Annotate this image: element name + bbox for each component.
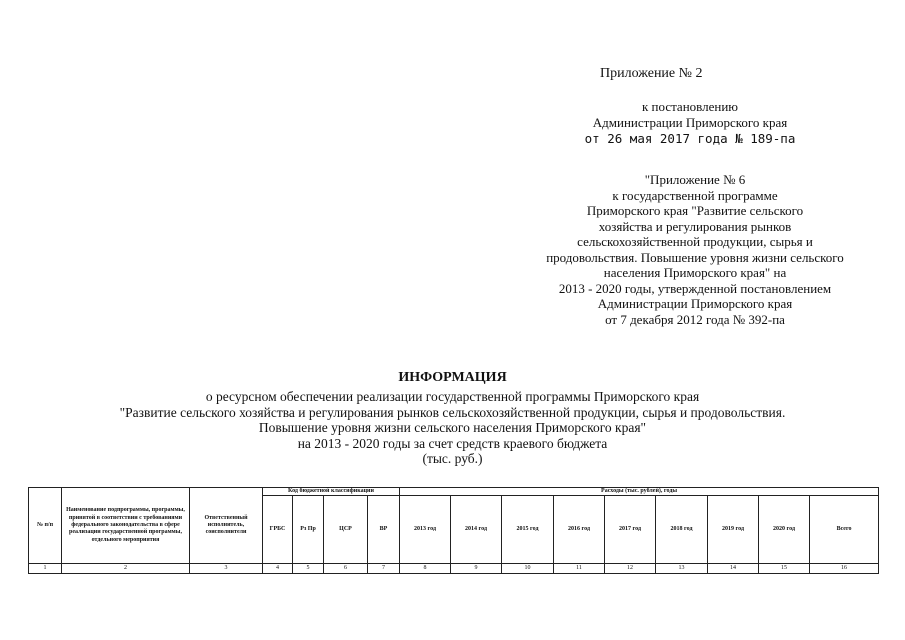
header-expenses: Расходы (тыс. рублей), годы (400, 488, 879, 496)
subtitle-line: "Развитие сельского хозяйства и регулирования рынков сельскохозяйственной продукции, сырья и продовольствия. (119, 404, 786, 420)
appendix-6-line: хозяйства и регулирования рынков (598, 218, 792, 234)
appendix-6-line: Администрации Приморского края (597, 296, 793, 311)
column-number: 3 (190, 564, 263, 574)
column-number: 1 (29, 564, 62, 574)
approval-date: от 26 мая 2017 года № 189-па (584, 131, 796, 146)
header-year: 2018 год (656, 496, 708, 564)
appendix-6-line: сельскохозяйственной продукции, сырья и (577, 234, 813, 249)
header-name: Наименование подпрограммы, программы, принятой в соответствии с требованиями федерального законодательства в сфере реализации государственной программы, отдельного мероприятия (62, 488, 190, 564)
column-number: 5 (293, 564, 324, 574)
column-number: 16 (810, 564, 879, 574)
header-code-grbs: ГРБС (263, 496, 293, 564)
subtitle-line: о ресурсном обеспечении реализации государственной программы Приморского края (205, 389, 700, 404)
subtitle-line: Повышение уровня жизни сельского населения Приморского края" (258, 420, 647, 435)
header-year: 2013 год (400, 496, 451, 564)
column-number: 9 (451, 564, 502, 574)
column-number: 8 (400, 564, 451, 574)
appendix-6-line: продовольствия. Повышение уровня жизни сельского (546, 249, 844, 265)
appendix-6-line: Приморского края "Развитие сельского (586, 203, 804, 218)
header-year: 2016 год (554, 496, 605, 564)
appendix-6-block (505, 172, 885, 327)
document-title: ИНФОРМАЦИЯ (398, 370, 507, 385)
column-number: 15 (759, 564, 810, 574)
approval-line-2: Администрации Приморского края (592, 114, 788, 130)
column-number: 13 (656, 564, 708, 574)
appendix-6-line: к государственной программе (612, 187, 778, 203)
appendix-6-line: населения Приморского края" на (603, 265, 787, 280)
header-year: 2014 год (451, 496, 502, 564)
appendix-2-title: Приложение № 2 (600, 66, 703, 81)
header-year: 2017 год (605, 496, 656, 564)
header-year: 2015 год (502, 496, 554, 564)
header-year: 2019 год (708, 496, 759, 564)
column-number: 11 (554, 564, 605, 574)
column-number: 14 (708, 564, 759, 574)
header-number: № п/п (29, 488, 62, 564)
column-number: 6 (324, 564, 368, 574)
appendix-6-line: от 7 декабря 2012 года № 392-па (605, 311, 785, 327)
column-number: 7 (368, 564, 400, 574)
appendix-6-line: "Приложение № 6 (644, 172, 746, 187)
column-number: 12 (605, 564, 656, 574)
approval-reference (560, 99, 820, 130)
header-responsible: Ответственный исполнитель, соисполнители (190, 488, 263, 564)
column-number: 10 (502, 564, 554, 574)
approval-line-1: к постановлению (641, 99, 739, 114)
document-subtitle (40, 389, 865, 467)
appendix-6-line: 2013 - 2020 годы, утвержденной постановлением (558, 280, 832, 296)
subtitle-line: (тыс. руб.) (422, 451, 483, 466)
header-code-rzpr: Рз Пр (293, 496, 324, 564)
subtitle-line: на 2013 - 2020 годы за счет средств краевого бюджета (297, 435, 608, 451)
header-budget-codes: Код бюджетной классификации (263, 488, 400, 496)
header-total: Всего (810, 496, 879, 564)
column-number: 4 (263, 564, 293, 574)
header-year: 2020 год (759, 496, 810, 564)
resource-table (28, 487, 879, 574)
header-code-csr: ЦСР (324, 496, 368, 564)
column-number-row (29, 564, 879, 574)
header-code-vr: ВР (368, 496, 400, 564)
column-number: 2 (62, 564, 190, 574)
